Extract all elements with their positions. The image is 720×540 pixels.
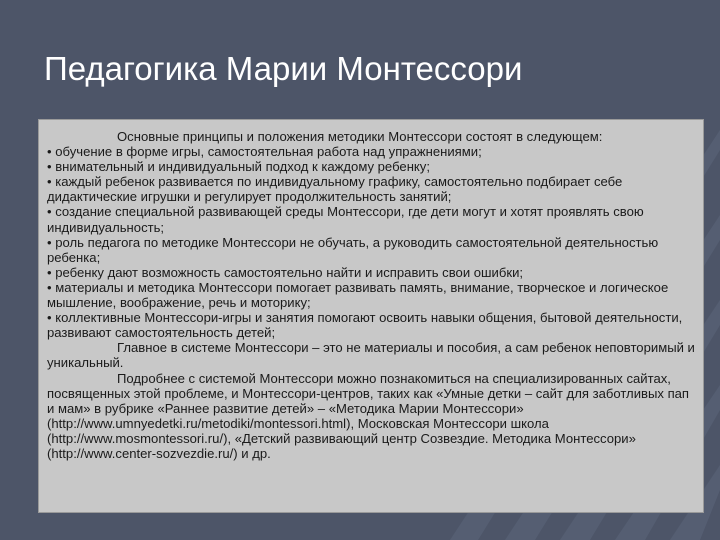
bullet-item: • роль педагога по методике Монтессори не обучать, а руководить самостоятельной деятельностью ребенка; (47, 234, 659, 265)
bullet-item: • внимательный и индивидуальный подход к каждому ребенку; (47, 159, 430, 175)
text-box (38, 119, 704, 513)
bullet-item: • обучение в форме игры, самостоятельная работа над упражнениями; (47, 144, 482, 160)
bullet-item: • каждый ребенок развивается по индивидуальному графику, самостоятельно подбирает себе дидактические игрушки и регулирует продолжительность занятий; (47, 174, 623, 205)
slide-title: Педагогика Марии Монтессори (44, 50, 523, 87)
bullet-item: • материалы и методика Монтессори помогает развивать память, внимание, творческое и логическое мышление, воображение, речь и моторику; (47, 279, 669, 311)
bullet-item: • ребенку дают возможность самостоятельно найти и исправить свои ошибки; (47, 264, 524, 280)
main-point-paragraph: Главное в системе Монтессори – это не материалы и пособия, а сам ребенок неповторимый и уникальный. (47, 340, 695, 371)
intro-paragraph: Основные принципы и положения методики Монтессори состоят в следующем: (117, 129, 603, 144)
bullet-item: • коллективные Монтессори-игры и занятия помогают освоить навыки общения, бытовой деятельности, развивают самостоятельность детей; (47, 310, 683, 341)
resources-paragraph: Подробнее с системой Монтессори можно познакомиться на специализированных сайтах, посвященных этой проблеме, и Монтессори-центров, таких как «Умные детки – сайт для заботливых пап и мам» в рубрике «Раннее развитие детей» – «Методика Марии Монтессори» (http://www.umnyedetki.ru/metodiki/montessori.html), Московская Монтессори школа (http://www.mosmontessori.ru/), «Детский развивающий центр Созвездие. Методика Монтессори» (http://www.center-sozvezdie.ru/) и др. (47, 370, 690, 461)
bullet-item: • создание специальной развивающей среды Монтессори, где дети могут и хотят проявлять свою индивидуальность; (47, 204, 644, 235)
